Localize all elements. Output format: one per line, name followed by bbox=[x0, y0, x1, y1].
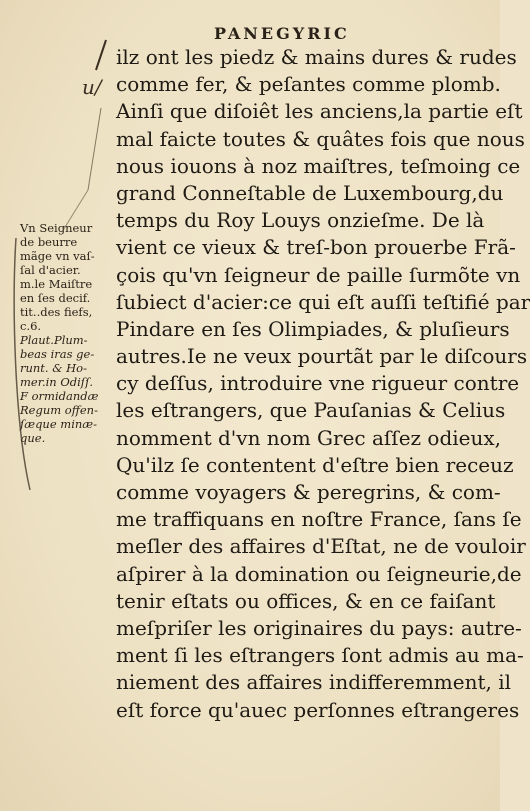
text-line: nous iouons à noz maiſtres, teſmoing ce bbox=[116, 153, 521, 178]
text-line: temps du Roy Louys onzieſme. De là bbox=[116, 208, 485, 233]
note-line: F ormidandæ bbox=[20, 389, 99, 403]
marginal-notes bbox=[20, 221, 116, 445]
text-line: les eſtrangers, que Pauſanias & Celius bbox=[116, 398, 506, 423]
text-line: meſpriſer les originaires du pays: autre- bbox=[116, 615, 522, 640]
text-line: eſt force qu'auec perſonnes eſtrangeres bbox=[116, 697, 520, 722]
note-line: c.6. bbox=[20, 319, 42, 333]
note-line: m.le Maiſtre bbox=[20, 277, 93, 291]
text-line: Qu'ilz ſe contentent d'eſtre bien receuz bbox=[116, 452, 514, 477]
note-line: Vn Seigneur bbox=[20, 221, 93, 235]
text-line: çois qu'vn ſeigneur de paille ſurmõte vn bbox=[116, 262, 521, 287]
note-line: que. bbox=[20, 431, 46, 445]
text-line: ment ſi les eſtrangers ſont admis au ma- bbox=[116, 643, 524, 668]
text-line: mal faicte toutes & quâtes fois que nous bbox=[116, 126, 525, 151]
running-title: PANEGYRIC bbox=[214, 24, 350, 43]
text-line: niement des affaires indifferemment, il bbox=[116, 670, 512, 695]
text-line: grand Conneſtable de Luxembourg,du bbox=[116, 180, 504, 205]
pen-stroke bbox=[96, 40, 106, 70]
marginal-note bbox=[20, 333, 116, 389]
side-note-mark: u/ bbox=[82, 75, 102, 99]
text-line: ſubiect d'acier:ce qui eſt auſſi teſtifié par bbox=[116, 289, 530, 314]
note-line: en ſes decif. bbox=[20, 291, 91, 305]
pen-stroke bbox=[88, 108, 101, 190]
text-line: tenir eſtats ou offices, & en ce faiſant bbox=[116, 588, 496, 613]
text-line: aſpirer à la domination ou ſeigneurie,de bbox=[116, 561, 522, 586]
note-line: de beurre bbox=[20, 235, 78, 249]
text-line: comme voyagers & peregrins, & com- bbox=[116, 480, 501, 504]
text-line: meſler des affaires d'Eſtat, ne de vouloir bbox=[116, 534, 526, 559]
note-line: runt. & Ho- bbox=[20, 361, 87, 375]
text-line: vient ce vieux & treſ-bon prouerbe Frã- bbox=[116, 235, 516, 260]
text-line: autres.Ie ne veux pourtãt par le diſcours bbox=[116, 344, 528, 369]
text-line: me traffiquans en noſtre France, ſans ſe bbox=[116, 507, 522, 532]
text-line: ilz ont les piedz & mains dures & rudes bbox=[116, 45, 517, 69]
note-line: Regum offen- bbox=[20, 403, 98, 417]
note-line: mãge vn vaſ- bbox=[20, 249, 95, 263]
note-line: ſæque minæ- bbox=[20, 417, 97, 431]
note-line: mer.in Odiſſ. bbox=[20, 375, 93, 389]
marginal-note bbox=[20, 389, 116, 445]
marginal-note bbox=[20, 221, 116, 333]
note-line: Plaut.Plum- bbox=[20, 333, 88, 347]
text-line: Ainſi que diſoiêt les anciens,la partie eſt bbox=[116, 99, 523, 124]
note-line: beas iras ge- bbox=[20, 347, 95, 361]
text-line: Pindare en ſes Olimpiades, & pluſieurs bbox=[116, 316, 510, 341]
main-text-block bbox=[116, 44, 530, 724]
text-line: cy deſſus, introduire vne rigueur contre bbox=[116, 371, 520, 396]
note-line: tit..des fiefs, bbox=[20, 305, 93, 319]
note-line: ſal d'acier. bbox=[20, 263, 81, 277]
text-line: nomment d'vn nom Grec aſſez odieux, bbox=[116, 425, 502, 450]
text-line: comme fer, & peſantes comme plomb. bbox=[116, 72, 501, 97]
